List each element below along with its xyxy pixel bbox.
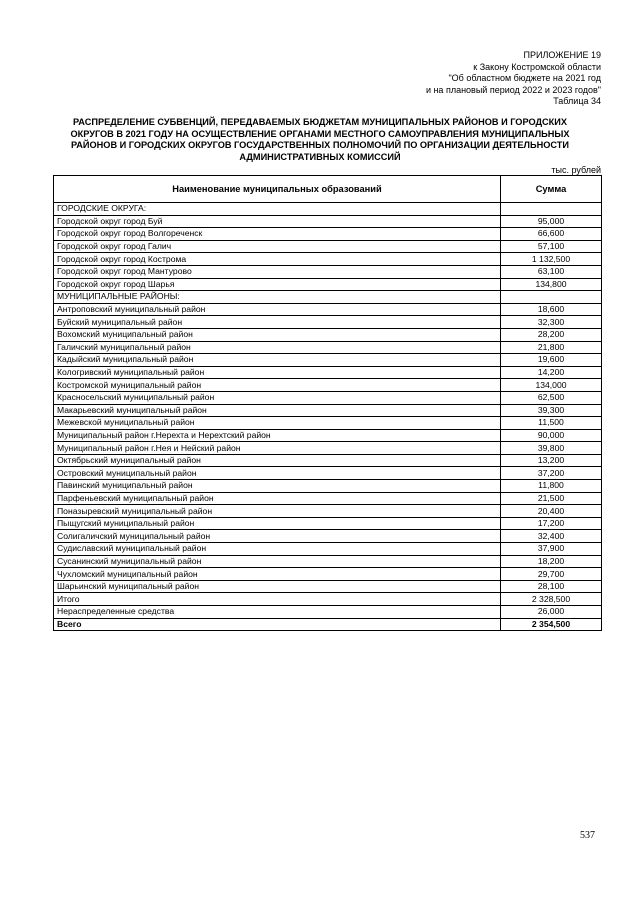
table-row [54, 228, 602, 241]
row-name: Шарьинский муниципальный район [54, 580, 501, 593]
title-line-4: АДМИНИСТРАТИВНЫХ КОМИССИЙ [239, 151, 401, 162]
table-row [54, 429, 602, 442]
row-name: Вохомский муниципальный район [54, 328, 501, 341]
table-row [54, 530, 602, 543]
row-name: Городской округ город Шарья [54, 278, 501, 291]
row-sum: 134,000 [501, 379, 602, 392]
table-row [54, 593, 602, 606]
row-name: Солигаличский муниципальный район [54, 530, 501, 543]
row-name: Городской округ город Буй [54, 215, 501, 228]
table-row [54, 517, 602, 530]
row-sum: 11,800 [501, 480, 602, 493]
appendix-line-2: к Закону Костромской области [473, 61, 601, 72]
row-name: Чухломский муниципальный район [54, 568, 501, 581]
table-row [54, 480, 602, 493]
table-row [54, 391, 602, 404]
table-row [54, 568, 602, 581]
row-sum: 37,200 [501, 467, 602, 480]
row-name: Сусанинский муниципальный район [54, 555, 501, 568]
table-row [54, 354, 602, 367]
table-row [54, 341, 602, 354]
row-name: Пыщугский муниципальный район [54, 517, 501, 530]
distribution-table [53, 175, 602, 631]
row-sum: 18,600 [501, 303, 602, 316]
table-row [54, 442, 602, 455]
row-sum: 17,200 [501, 517, 602, 530]
row-name: Антроповский муниципальный район [54, 303, 501, 316]
row-name: Островский муниципальный район [54, 467, 501, 480]
title-line-1: РАСПРЕДЕЛЕНИЕ СУБВЕНЦИЙ, ПЕРЕДАВАЕМЫХ БЮДЖЕТАМ МУНИЦИПАЛЬНЫХ РАЙОНОВ И ГОРОДСКИХ [72, 117, 568, 127]
row-name: Красносельский муниципальный район [54, 391, 501, 404]
table-row [54, 240, 602, 253]
table-row [54, 618, 602, 631]
table-row [54, 580, 602, 593]
row-sum [501, 203, 602, 216]
table-row [54, 253, 602, 266]
appendix-line-4: и на плановый период 2022 и 2023 годов" [425, 84, 601, 95]
table-row [54, 278, 602, 291]
row-sum: 1 132,500 [501, 253, 602, 266]
row-sum: 18,200 [501, 555, 602, 568]
row-name: Павинский муниципальный район [54, 480, 501, 493]
units-label: тыс. рублей [551, 165, 601, 175]
row-sum: 14,200 [501, 366, 602, 379]
row-sum: 32,400 [501, 530, 602, 543]
document-title [40, 117, 600, 163]
row-name: Буйский муниципальный район [54, 316, 501, 329]
row-sum: 11,500 [501, 417, 602, 430]
row-sum: 21,500 [501, 492, 602, 505]
row-sum: 28,100 [501, 580, 602, 593]
table-row [54, 505, 602, 518]
row-name: Нераспределенные средства [54, 606, 501, 619]
row-name: Городской округ город Кострома [54, 253, 501, 266]
table-row [54, 543, 602, 556]
row-sum: 26,000 [501, 606, 602, 619]
row-sum: 32,300 [501, 316, 602, 329]
row-name: Кадыйский муниципальный район [54, 354, 501, 367]
row-name: Костромской муниципальный район [54, 379, 501, 392]
row-name: Городской округ город Галич [54, 240, 501, 253]
table-row [54, 606, 602, 619]
table-body [54, 203, 602, 631]
row-name: Кологривский муниципальный район [54, 366, 501, 379]
row-sum: 39,300 [501, 404, 602, 417]
row-sum: 63,100 [501, 265, 602, 278]
table-row [54, 215, 602, 228]
row-sum: 37,900 [501, 543, 602, 556]
row-name: Муниципальный район г.Нерехта и Нерехтский район [54, 429, 501, 442]
row-sum: 29,700 [501, 568, 602, 581]
table-row [54, 492, 602, 505]
table-row [54, 303, 602, 316]
table-row [54, 454, 602, 467]
table-row [54, 555, 602, 568]
table-row [54, 291, 602, 304]
row-sum: 57,100 [501, 240, 602, 253]
row-name: Макарьевский муниципальный район [54, 404, 501, 417]
table-row [54, 404, 602, 417]
title-line-2: ОКРУГОВ В 2021 ГОДУ НА ОСУЩЕСТВЛЕНИЕ ОРГАНАМИ МЕСТНОГО САМОУПРАВЛЕНИЯ МУНИЦИПАЛЬНЫХ [70, 128, 570, 139]
row-sum: 95,000 [501, 215, 602, 228]
column-header-name: Наименование муниципальных образований [54, 176, 501, 203]
row-name: Парфеньевский муниципальный район [54, 492, 501, 505]
row-sum: 90,000 [501, 429, 602, 442]
row-sum: 2 328,500 [501, 593, 602, 606]
row-name: Муниципальный район г.Нея и Нейский район [54, 442, 501, 455]
row-sum: 28,200 [501, 328, 602, 341]
row-name: Поназыревский муниципальный район [54, 505, 501, 518]
appendix-line-1: ПРИЛОЖЕНИЕ 19 [523, 50, 601, 60]
row-sum: 62,500 [501, 391, 602, 404]
row-sum: 2 354,500 [501, 618, 602, 631]
row-sum: 20,400 [501, 505, 602, 518]
row-sum: 39,800 [501, 442, 602, 455]
table-row [54, 417, 602, 430]
row-name: Октябрьский муниципальный район [54, 454, 501, 467]
row-sum: 134,800 [501, 278, 602, 291]
row-sum: 21,800 [501, 341, 602, 354]
row-name: Межевской муниципальный район [54, 417, 501, 430]
row-name: МУНИЦИПАЛЬНЫЕ РАЙОНЫ: [54, 291, 501, 304]
table-row [54, 379, 602, 392]
row-name: Судиславский муниципальный район [54, 543, 501, 556]
table-row [54, 203, 602, 216]
row-name: Городской округ город Мантурово [54, 265, 501, 278]
table-row [54, 316, 602, 329]
table-row [54, 265, 602, 278]
row-sum: 13,200 [501, 454, 602, 467]
page-number: 537 [580, 830, 595, 841]
row-sum: 66,600 [501, 228, 602, 241]
row-sum [501, 291, 602, 304]
row-name: Всего [54, 618, 501, 631]
row-name: Городской округ город Волгореченск [54, 228, 501, 241]
title-line-3: РАЙОНОВ И ГОРОДСКИХ ОКРУГОВ ГОСУДАРСТВЕННЫХ ПОЛНОМОЧИЙ ПО ОРГАНИЗАЦИИ ДЕЯТЕЛЬНОСТИ [70, 140, 570, 150]
row-sum: 19,600 [501, 354, 602, 367]
table-row [54, 328, 602, 341]
table-header-row [54, 176, 602, 203]
appendix-line-3: "Об областном бюджете на 2021 год [448, 73, 601, 83]
table-row [54, 467, 602, 480]
appendix-line-5: Таблица 34 [553, 96, 601, 106]
table-row [54, 366, 602, 379]
column-header-sum: Сумма [501, 176, 602, 203]
row-name: Галичский муниципальный район [54, 341, 501, 354]
row-name: ГОРОДСКИЕ ОКРУГА: [54, 203, 501, 216]
row-name: Итого [54, 593, 501, 606]
appendix-header [426, 50, 601, 108]
